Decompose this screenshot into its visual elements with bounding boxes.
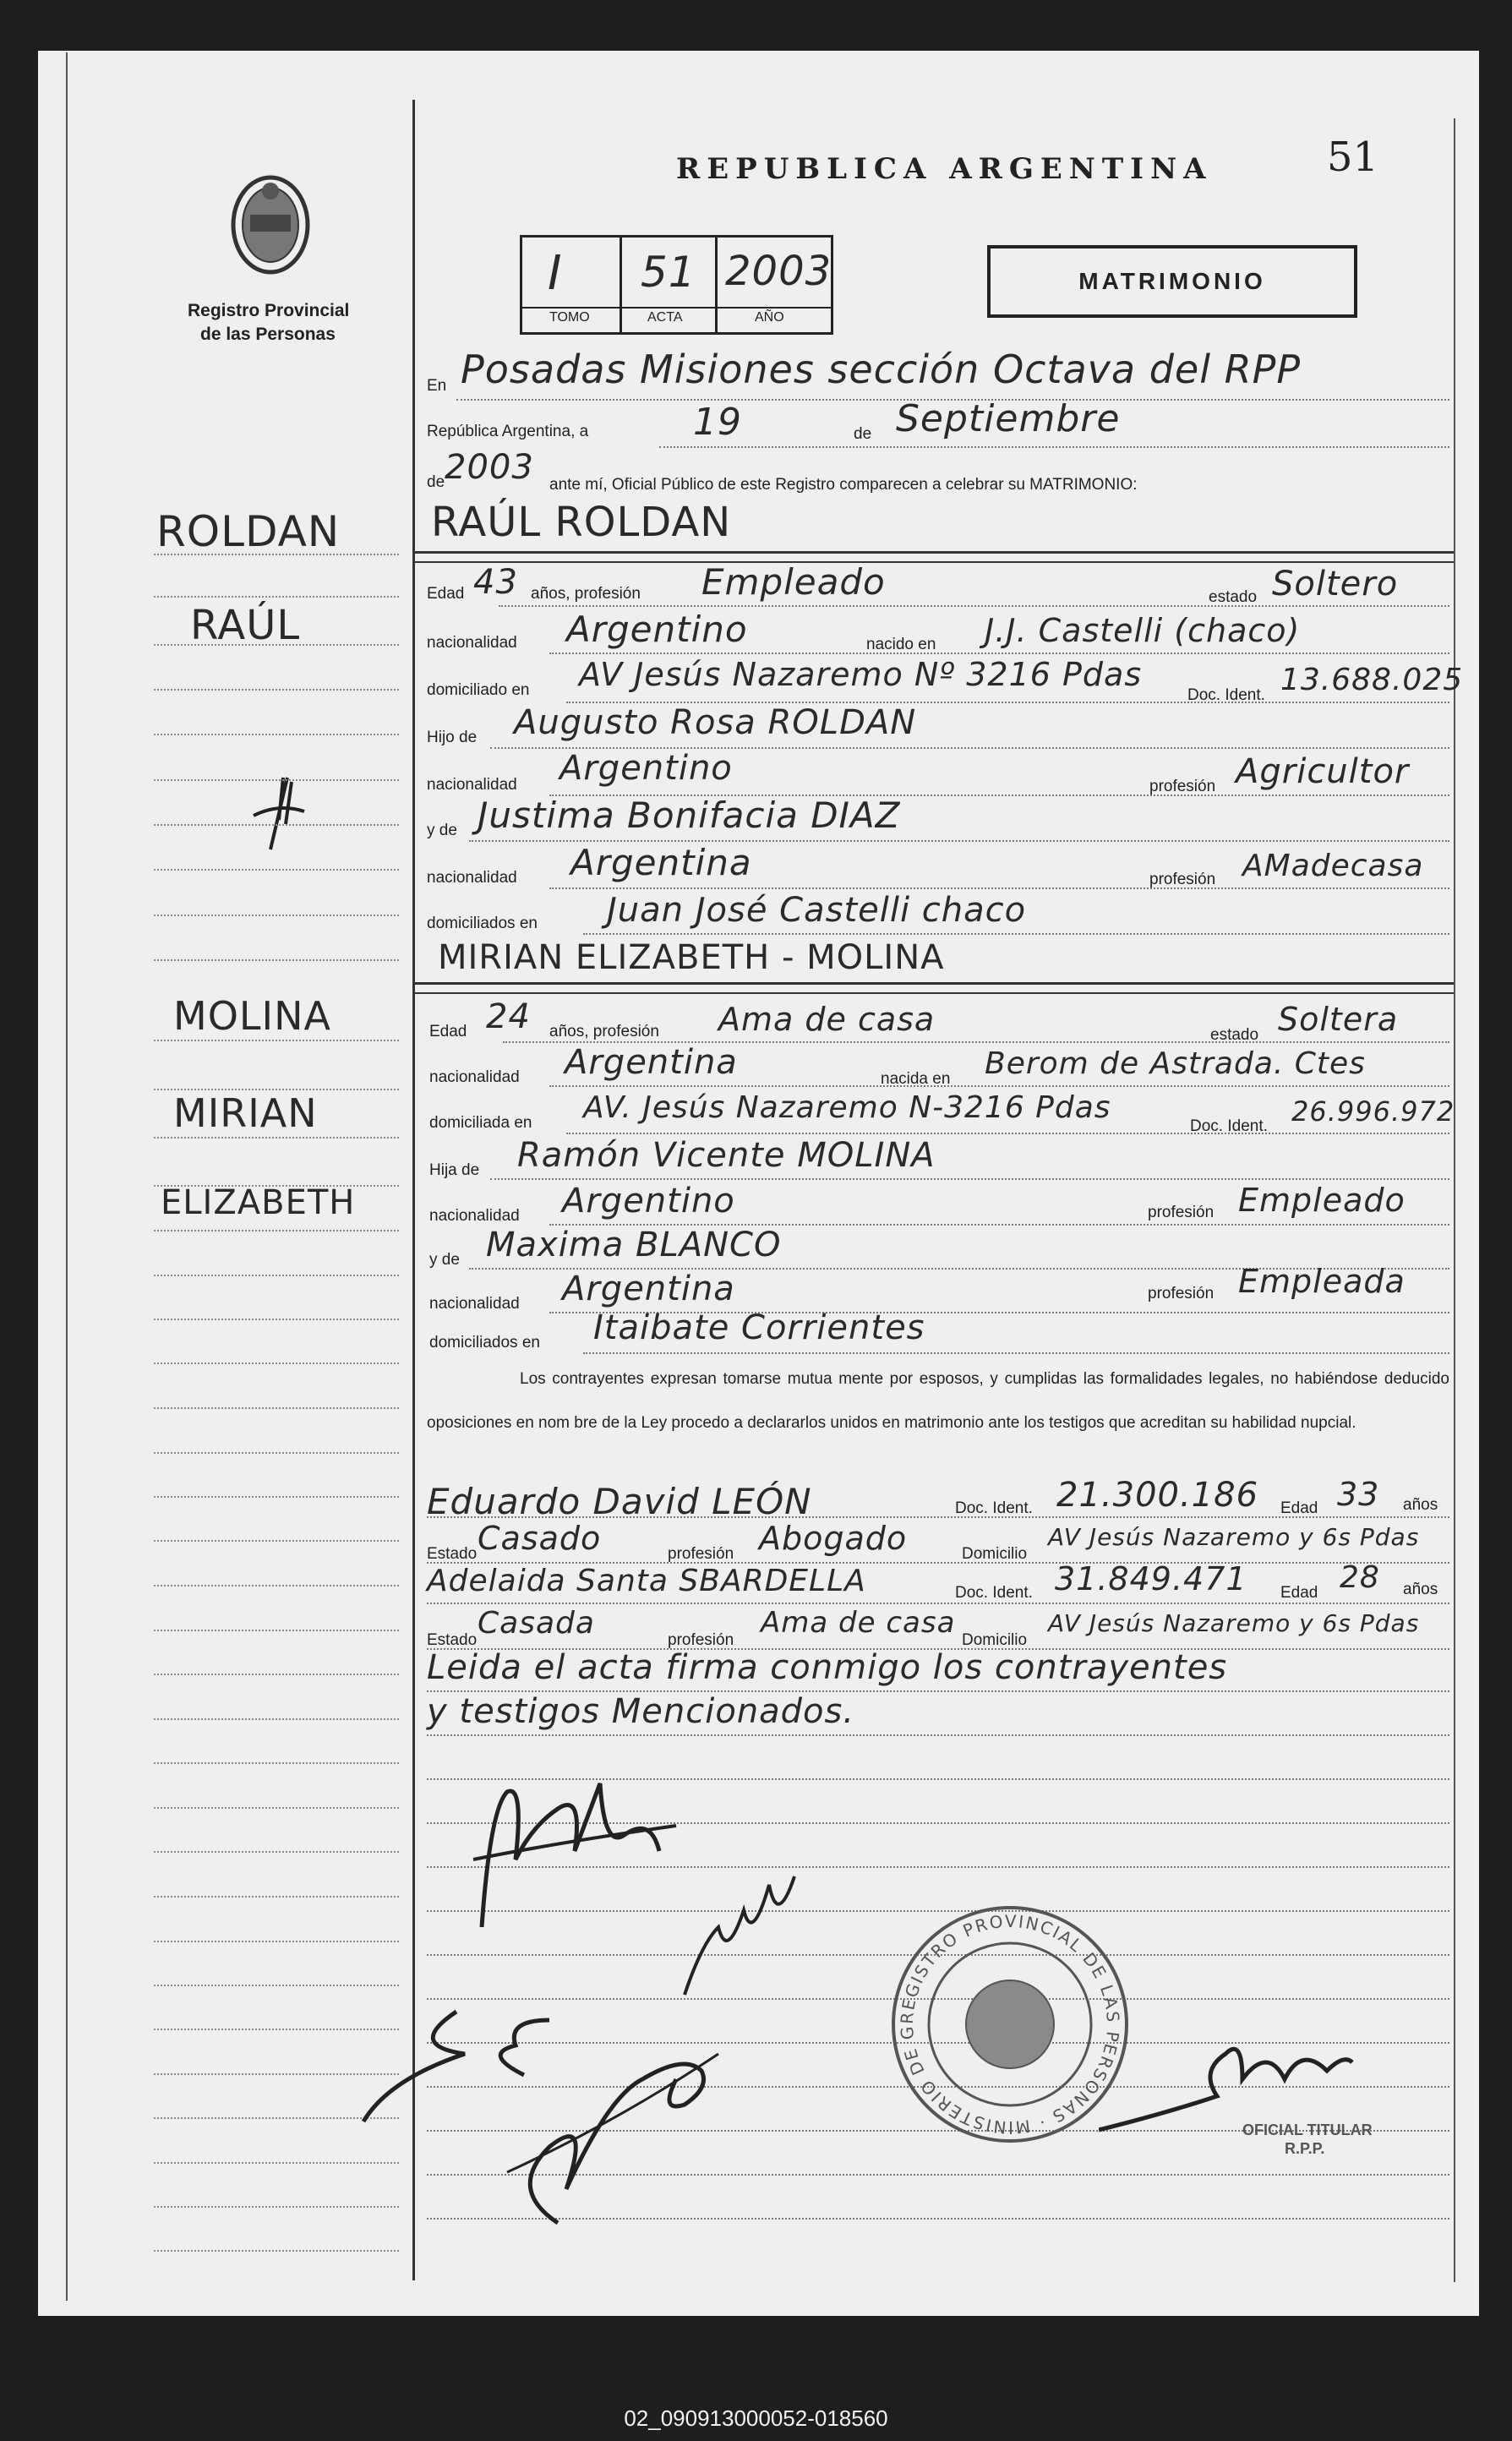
witness2-estado: Casada bbox=[478, 1606, 595, 1641]
witness1-edad-label: Edad bbox=[1280, 1499, 1318, 1517]
bride-mother-prof-label: profesión bbox=[1148, 1285, 1215, 1302]
groom-father-label: Hijo de bbox=[427, 729, 478, 746]
witness2-name: Adelaida Santa SBARDELLA bbox=[427, 1564, 866, 1598]
page-number: 51 bbox=[1327, 134, 1379, 181]
bride-line-4 bbox=[490, 1178, 1449, 1180]
right-border-rule bbox=[1454, 118, 1455, 2282]
groom-estado: Soltero bbox=[1272, 565, 1399, 603]
official-seal bbox=[887, 1902, 1133, 2147]
bride-father-nat-label: nacionalidad bbox=[429, 1207, 520, 1225]
groom-nacido-label: nacido en bbox=[866, 636, 936, 653]
seal-text: REGISTRO PROVINCIAL DE LAS PERSONAS · MINISTERIO DE G bbox=[896, 1910, 1124, 2138]
declaration-text: Los contrayentes expresan tomarse mutua mente por esposos, y cumplidas las formalidades legales, no habiéndose deducido oposiciones en nom bre de la Ley procedo a declararlos unidos en matrimonio ante los testigos que acreditan su habilidad nupcial. bbox=[427, 1370, 1449, 1432]
groom-mother-nationality: Argentina bbox=[570, 842, 752, 883]
bride-father-prof-label: profesión bbox=[1148, 1204, 1215, 1221]
groom-domicile: AV Jesús Nazaremo Nº 3216 Pdas bbox=[579, 656, 1143, 693]
witness1-estado-label: Estado bbox=[427, 1545, 478, 1563]
form-vertical-rule bbox=[412, 100, 415, 2280]
official-signature bbox=[1099, 2020, 1403, 2138]
official-stamp-line1: OFICIAL TITULAR bbox=[1242, 2122, 1373, 2138]
groom-nacionalidad-label: nacionalidad bbox=[427, 634, 517, 652]
groom-line-8 bbox=[583, 933, 1449, 935]
bride-full-name: MIRIAN ELIZABETH - MOLINA bbox=[438, 938, 945, 977]
registration-day: 19 bbox=[693, 401, 742, 444]
bride-parents-dom-label: domiciliados en bbox=[429, 1334, 540, 1352]
closing-line-2: y testigos Mencionados. bbox=[427, 1692, 855, 1731]
groom-signature bbox=[456, 1758, 693, 1944]
tomo-value: I bbox=[548, 246, 563, 301]
registration-month: Septiembre bbox=[896, 397, 1121, 440]
witness1-doc-label: Doc. Ident. bbox=[955, 1499, 1033, 1517]
witness1-line-1 bbox=[427, 1516, 1449, 1518]
groom-line-2 bbox=[549, 653, 1449, 654]
witness2-edad-label: Edad bbox=[1280, 1584, 1318, 1602]
witness2-signature bbox=[490, 2020, 744, 2231]
witness1-domicile: AV Jesús Nazaremo y 6s Pdas bbox=[1048, 1523, 1420, 1551]
bride-nationality: Argentina bbox=[565, 1043, 738, 1082]
left-page-edge bbox=[66, 52, 68, 2301]
witness1-signature bbox=[668, 1851, 811, 2003]
closing-line-1: Leida el acta firma conmigo los contrayentes bbox=[427, 1648, 1228, 1687]
bride-father: Ramón Vicente MOLINA bbox=[517, 1136, 936, 1175]
bride-parents-domicile: Itaibate Corrientes bbox=[593, 1308, 925, 1347]
groom-father-prof-label: profesión bbox=[1149, 778, 1216, 795]
groom-nationality: Argentino bbox=[566, 609, 748, 650]
groom-parents-domicile: Juan José Castelli chaco bbox=[607, 891, 1027, 930]
en-label: En bbox=[427, 377, 447, 395]
record-number-box bbox=[520, 235, 833, 335]
groom-full-name: RAÚL ROLDAN bbox=[431, 499, 732, 546]
witness1-domicilio-label: Domicilio bbox=[962, 1545, 1028, 1563]
bride-father-profession: Empleado bbox=[1238, 1182, 1406, 1219]
groom-sidebar-initials-signature bbox=[245, 769, 313, 854]
groom-birthplace: J.J. Castelli (chaco) bbox=[985, 612, 1301, 649]
witness1-doc: 21.300.186 bbox=[1056, 1476, 1259, 1515]
groom-doc-label: Doc. Ident. bbox=[1187, 686, 1265, 704]
groom-father-nat-label: nacionalidad bbox=[427, 776, 517, 794]
groom-line-7 bbox=[549, 887, 1449, 889]
bride-nacida-label: nacida en bbox=[881, 1070, 951, 1088]
witness2-domicilio-label: Domicilio bbox=[962, 1631, 1028, 1649]
bride-birthplace: Berom de Astrada. Ctes bbox=[985, 1046, 1366, 1081]
groom-mother-label: y de bbox=[427, 822, 457, 839]
witness2-line-1 bbox=[427, 1603, 1449, 1604]
groom-mother-prof-label: profesión bbox=[1149, 871, 1216, 888]
republica-label: República Argentina, a bbox=[427, 423, 589, 440]
witness1-age: 33 bbox=[1337, 1476, 1380, 1513]
groom-mother-nat-label: nacionalidad bbox=[427, 869, 517, 887]
groom-father: Augusto Rosa ROLDAN bbox=[514, 703, 917, 742]
witness2-profession: Ama de casa bbox=[761, 1606, 956, 1640]
groom-edad-label: Edad bbox=[427, 585, 465, 603]
acta-label: ACTA bbox=[647, 310, 683, 325]
groom-parents-dom-label: domiciliados en bbox=[427, 915, 538, 932]
image-id-caption: 02_090913000052-018560 bbox=[624, 2406, 888, 2431]
closing-rule-2 bbox=[427, 1734, 1449, 1736]
sidebar-groom-surname: ROLDAN bbox=[156, 507, 341, 556]
bride-doc-label: Doc. Ident. bbox=[1190, 1117, 1268, 1135]
witness2-estado-label: Estado bbox=[427, 1631, 478, 1649]
bride-estado: Soltera bbox=[1278, 1001, 1399, 1038]
bride-line-8 bbox=[583, 1352, 1449, 1354]
groom-anos-profesion-label: años, profesión bbox=[531, 585, 641, 603]
witness2-domicile: AV Jesús Nazaremo y 6s Pdas bbox=[1048, 1609, 1420, 1637]
ano-value: 2003 bbox=[725, 248, 832, 295]
bride-nacionalidad-label: nacionalidad bbox=[429, 1068, 520, 1086]
province-emblem bbox=[228, 166, 313, 276]
bride-mother-profession: Empleada bbox=[1238, 1263, 1406, 1300]
date-line bbox=[659, 446, 1449, 448]
bride-domiciliada-label: domiciliada en bbox=[429, 1114, 532, 1132]
bride-mother-label: y de bbox=[429, 1251, 460, 1269]
witness1-name: Eduardo David LEÓN bbox=[427, 1481, 812, 1522]
witness2-profesion-label: profesión bbox=[668, 1631, 734, 1649]
bride-profession: Ama de casa bbox=[718, 1001, 936, 1038]
groom-father-nationality: Argentino bbox=[559, 749, 733, 788]
witness1-profesion-label: profesión bbox=[668, 1545, 734, 1563]
groom-estado-label: estado bbox=[1209, 588, 1258, 606]
registration-year: 2003 bbox=[445, 448, 534, 487]
sidebar-bride-name1: MIRIAN bbox=[173, 1090, 318, 1136]
groom-age: 43 bbox=[473, 563, 518, 602]
witness2-anos-label: años bbox=[1403, 1581, 1438, 1598]
groom-profession: Empleado bbox=[701, 561, 886, 603]
bride-line-3 bbox=[566, 1133, 1449, 1134]
sidebar-bride-name2: ELIZABETH bbox=[161, 1183, 356, 1222]
record-type-label: MATRIMONIO bbox=[1078, 268, 1266, 294]
bride-mother-nat-label: nacionalidad bbox=[429, 1295, 520, 1313]
sidebar-groom-name: RAÚL bbox=[190, 602, 301, 649]
registry-name-line1: Registro Provincial bbox=[188, 301, 350, 320]
year-prefix-label: de bbox=[427, 473, 445, 491]
bride-mother-nationality: Argentina bbox=[562, 1270, 735, 1308]
bride-domicile: AV. Jesús Nazaremo N-3216 Pdas bbox=[583, 1090, 1111, 1125]
bride-section-rule bbox=[414, 992, 1454, 994]
bride-age: 24 bbox=[486, 997, 531, 1036]
record-type-box bbox=[987, 245, 1357, 318]
groom-section-top-rule bbox=[414, 551, 1454, 554]
sidebar-bride-surname: MOLINA bbox=[173, 993, 331, 1039]
bride-father-nationality: Argentino bbox=[562, 1182, 735, 1220]
witness1-anos-label: años bbox=[1403, 1496, 1438, 1514]
country-title: REPUBLICA ARGENTINA bbox=[676, 152, 1213, 186]
witness1-profession: Abogado bbox=[759, 1520, 908, 1557]
groom-section-rule bbox=[414, 561, 1454, 563]
intro-text: ante mí, Oficial Público de este Registro comparecen a celebrar su MATRIMONIO: bbox=[549, 476, 1138, 494]
official-stamp-line2: R.P.P. bbox=[1285, 2140, 1325, 2157]
bride-section-top-rule bbox=[414, 982, 1454, 985]
acta-value: 51 bbox=[641, 248, 696, 297]
tomo-label: TOMO bbox=[549, 310, 590, 325]
registration-place: Posadas Misiones sección Octava del RPP bbox=[461, 347, 1302, 392]
bride-edad-label: Edad bbox=[429, 1023, 467, 1040]
bride-anos-profesion-label: años, profesión bbox=[549, 1023, 659, 1040]
de-label: de bbox=[854, 425, 872, 443]
bride-mother: Maxima BLANCO bbox=[486, 1226, 782, 1264]
groom-doc: 13.688.025 bbox=[1280, 663, 1464, 697]
registry-name-line2: de las Personas bbox=[200, 325, 336, 344]
groom-domiciliado-label: domiciliado en bbox=[427, 681, 530, 699]
witness1-estado: Casado bbox=[478, 1520, 602, 1557]
bride-line-2 bbox=[549, 1085, 1449, 1087]
bride-estado-label: estado bbox=[1210, 1026, 1259, 1044]
bride-father-label: Hija de bbox=[429, 1161, 480, 1179]
witness2-doc: 31.849.471 bbox=[1055, 1560, 1247, 1597]
witness2-doc-label: Doc. Ident. bbox=[955, 1584, 1033, 1602]
ano-label: AÑO bbox=[755, 310, 784, 325]
groom-mother-profession: AMadecasa bbox=[1242, 849, 1424, 883]
bride-doc: 26.996.972 bbox=[1291, 1095, 1455, 1128]
groom-mother: Justima Bonifacia DIAZ bbox=[478, 795, 901, 836]
groom-father-profession: Agricultor bbox=[1236, 752, 1410, 791]
witness2-age: 28 bbox=[1340, 1560, 1380, 1595]
groom-line-1 bbox=[499, 605, 1449, 607]
